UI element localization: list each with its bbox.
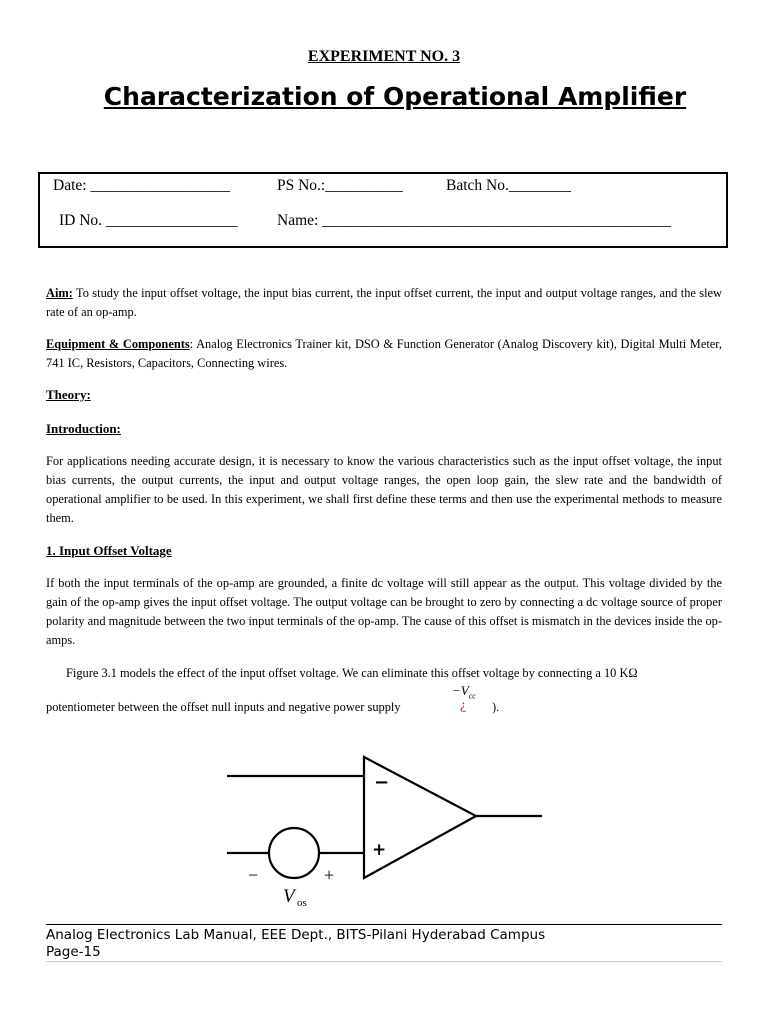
equipment-label: Equipment & Components [46, 337, 190, 351]
footer [46, 927, 545, 961]
figure-intro-line: Figure 3.1 models the effect of the input offset voltage. We can eliminate this offset voltage by connecting a 10 KΩ [66, 666, 638, 680]
experiment-number: EXPERIMENT NO. 3 [307, 48, 461, 65]
id-no-field: ID No. _________________ [59, 212, 238, 229]
vos-label: V [283, 886, 295, 907]
offset-voltage-source [269, 828, 319, 878]
section-1-heading: 1. Input Offset Voltage [46, 543, 172, 558]
theory-heading: Theory: [46, 387, 91, 402]
footer-manual-title: Analog Electronics Lab Manual, EEE Dept., BITS-Pilani Hyderabad Campus [46, 927, 546, 943]
vos-subscript: os [297, 897, 307, 909]
introduction-heading: Introduction: [46, 421, 121, 436]
footer-bottom-rule [46, 961, 722, 962]
figure-intro-line-2: potentiometer between the offset null inputs and negative power supply [46, 700, 401, 714]
minus-input-label: − [374, 772, 390, 793]
aim-paragraph [46, 284, 722, 322]
student-info-box [38, 172, 728, 248]
ps-no-field: PS No.:__________ [277, 177, 403, 194]
vcc-label: $-V_{cc}$ [452, 683, 476, 701]
unrendered-glyph: ¿ [460, 698, 467, 713]
equipment-text: : Analog Electronics Trainer kit, DSO & Function Generator (Analog Discovery kit), Digital Multi Meter, 741 IC, Resistors, Capacitors, Connecting wires. [46, 337, 722, 370]
op-amp-offset-figure [220, 750, 560, 910]
equipment-paragraph [46, 335, 722, 373]
page-title: Characterization of Operational Amplifier [103, 82, 687, 111]
footer-page-number: Page-15 [46, 944, 101, 960]
offset-voltage-paragraph: If both the input terminals of the op-amp are grounded, a finite dc voltage will still appear as the output. This voltage divided by the gain of the op-amp gives the input offset voltage. The output voltage can be brought to zero by connecting a dc voltage source of proper polarity and magnitude between the two input terminals of the op-amp. The cause of this offset is mismatch in the devices inside the op-amps. [46, 576, 722, 647]
introduction-paragraph: For applications needing accurate design, it is necessary to know the various characteristics such as the input offset voltage, the input bias currents, the output currents, the input and output voltage ranges, the open loop gain, the slew rate and the bandwidth of operational amplifier to be used. In this experiment, we shall first define these terms and then use the experimental methods to measure them. [46, 454, 722, 525]
footer-divider [46, 924, 722, 925]
name-field: Name: _____________________________________________ [277, 212, 671, 229]
batch-no-field: Batch No.________ [446, 177, 571, 194]
source-plus-label: + [324, 865, 335, 885]
plus-input-label: + [372, 840, 387, 860]
date-field: Date: __________________ [53, 177, 230, 194]
figure-intro-close: ). [492, 700, 500, 714]
aim-label: Aim: [46, 286, 73, 300]
aim-text: To study the input offset voltage, the input bias current, the input offset current, the input and output voltage ranges, and the slew rate of an op-amp. [46, 286, 722, 319]
source-minus-label: − [248, 865, 259, 885]
